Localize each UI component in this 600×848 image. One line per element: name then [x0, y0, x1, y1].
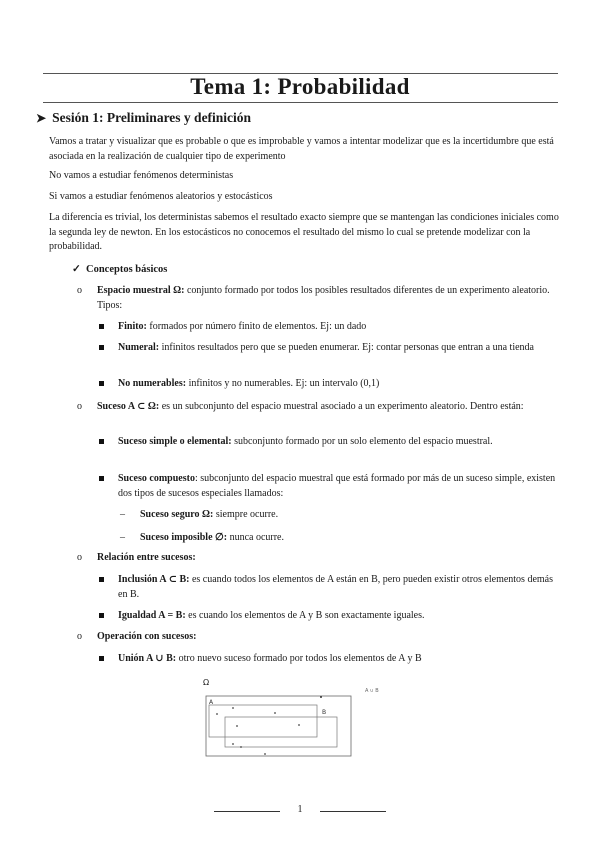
sample-point: [232, 707, 234, 709]
square-bullet-icon: [99, 381, 104, 386]
list-item-no-numerables: No numerables: infinitos y no numerables. Ej: un intervalo (0,1): [118, 377, 558, 392]
sample-point: [274, 712, 276, 714]
circle-bullet-icon: o: [77, 552, 82, 563]
sample-point: [232, 743, 234, 745]
list-item-suceso-imposible: – Suceso imposible ∅: nunca ocurre.: [140, 531, 540, 546]
conceptos-heading: ✓ Conceptos básicos: [72, 264, 168, 275]
list-item-relacion: o Relación entre sucesos:: [97, 551, 537, 566]
list-item-inclusion: Inclusión A ⊂ B: es cuando todos los elementos de A están en B, pero pueden existir otros elementos demás en B.: [118, 573, 558, 602]
list-item-espacio: o Espacio muestral Ω: conjunto formado por todos los posibles resultados diferentes de un experimento aleatorio. Tipos:: [77, 285, 550, 311]
square-bullet-icon: [99, 613, 104, 618]
set-a-label: A: [209, 699, 214, 706]
arrow-bullet-icon: ➤: [36, 111, 47, 125]
square-bullet-icon: [99, 476, 104, 481]
square-bullet-icon: [99, 577, 104, 582]
paragraph-1: Vamos a tratar y visualizar que es probable o que es improbable y vamos a intentar modelizar que es la incertidumbre que está asociada en la realización de cualquier tipo de experimento: [49, 136, 554, 162]
square-bullet-icon: [99, 345, 104, 350]
checkmark-icon: ✓: [72, 264, 81, 275]
paragraph-3: Si vamos a estudiar fenómenos aleatorios y estocásticos: [49, 191, 273, 202]
list-item-finito: Finito: formados por número finito de elementos. Ej: un dado: [118, 320, 558, 335]
union-diagram: [197, 674, 405, 762]
square-bullet-icon: [99, 324, 104, 329]
sample-point: [240, 746, 242, 748]
sample-point: [236, 725, 238, 727]
paragraph-2: No vamos a estudiar fenómenos deterministas: [49, 170, 234, 181]
list-item-numeral: Numeral: infinitos resultados pero que se pueden enumerar. Ej: contar personas que entran a una tienda: [118, 341, 558, 356]
list-item-suceso: o Suceso A ⊂ Ω: es un subconjunto del espacio muestral asociado a un experimento aleatorio. Dentro están:: [97, 400, 537, 415]
page-title: Tema 1: Probabilidad: [190, 74, 410, 99]
circle-bullet-icon: o: [77, 285, 82, 296]
page-number: 1: [297, 804, 303, 815]
title-underline: [43, 102, 558, 103]
section-heading: ➤ Sesión 1: Preliminares y definición: [36, 110, 252, 125]
sample-point: [264, 753, 266, 755]
footer-rule-right: [320, 811, 386, 812]
list-item-union: Unión A ∪ B: otro nuevo suceso formado por todos los elementos de A y B: [118, 652, 558, 667]
dash-bullet-icon: –: [120, 532, 125, 543]
list-item-igualdad: Igualdad A = B: es cuando los elementos de A y B son exactamente iguales.: [118, 609, 558, 624]
list-item-suceso-compuesto: Suceso compuesto: subconjunto del espacio muestral que está formado por más de un suceso simple, existen dos tipos de sucesos especiales llamados:: [118, 472, 558, 501]
list-item-operacion: o Operación con sucesos:: [97, 630, 537, 645]
list-item-suceso-seguro: – Suceso seguro Ω: siempre ocurre.: [140, 508, 540, 523]
paragraph-4: La diferencia es trivial, los deterministas sabemos el resultado exacto siempre que se mantengan las condiciones iniciales como la segunda ley de newton. En los estocásticos no conocemos el resultado del mismo lo cual se pretende modelizar con la probabilidad.: [49, 212, 559, 252]
figure-caption: A ∪ B: [365, 688, 379, 694]
sample-point: [216, 713, 218, 715]
set-b-label: B: [322, 709, 327, 716]
sample-point: [320, 696, 322, 698]
sample-point: [298, 724, 300, 726]
circle-bullet-icon: o: [77, 401, 82, 412]
dash-bullet-icon: –: [120, 509, 125, 520]
circle-bullet-icon: o: [77, 631, 82, 642]
square-bullet-icon: [99, 439, 104, 444]
omega-label: Ω: [203, 678, 210, 687]
square-bullet-icon: [99, 656, 104, 661]
list-item-suceso-simple: Suceso simple o elemental: subconjunto formado por un solo elemento del espacio muestral.: [118, 435, 558, 450]
